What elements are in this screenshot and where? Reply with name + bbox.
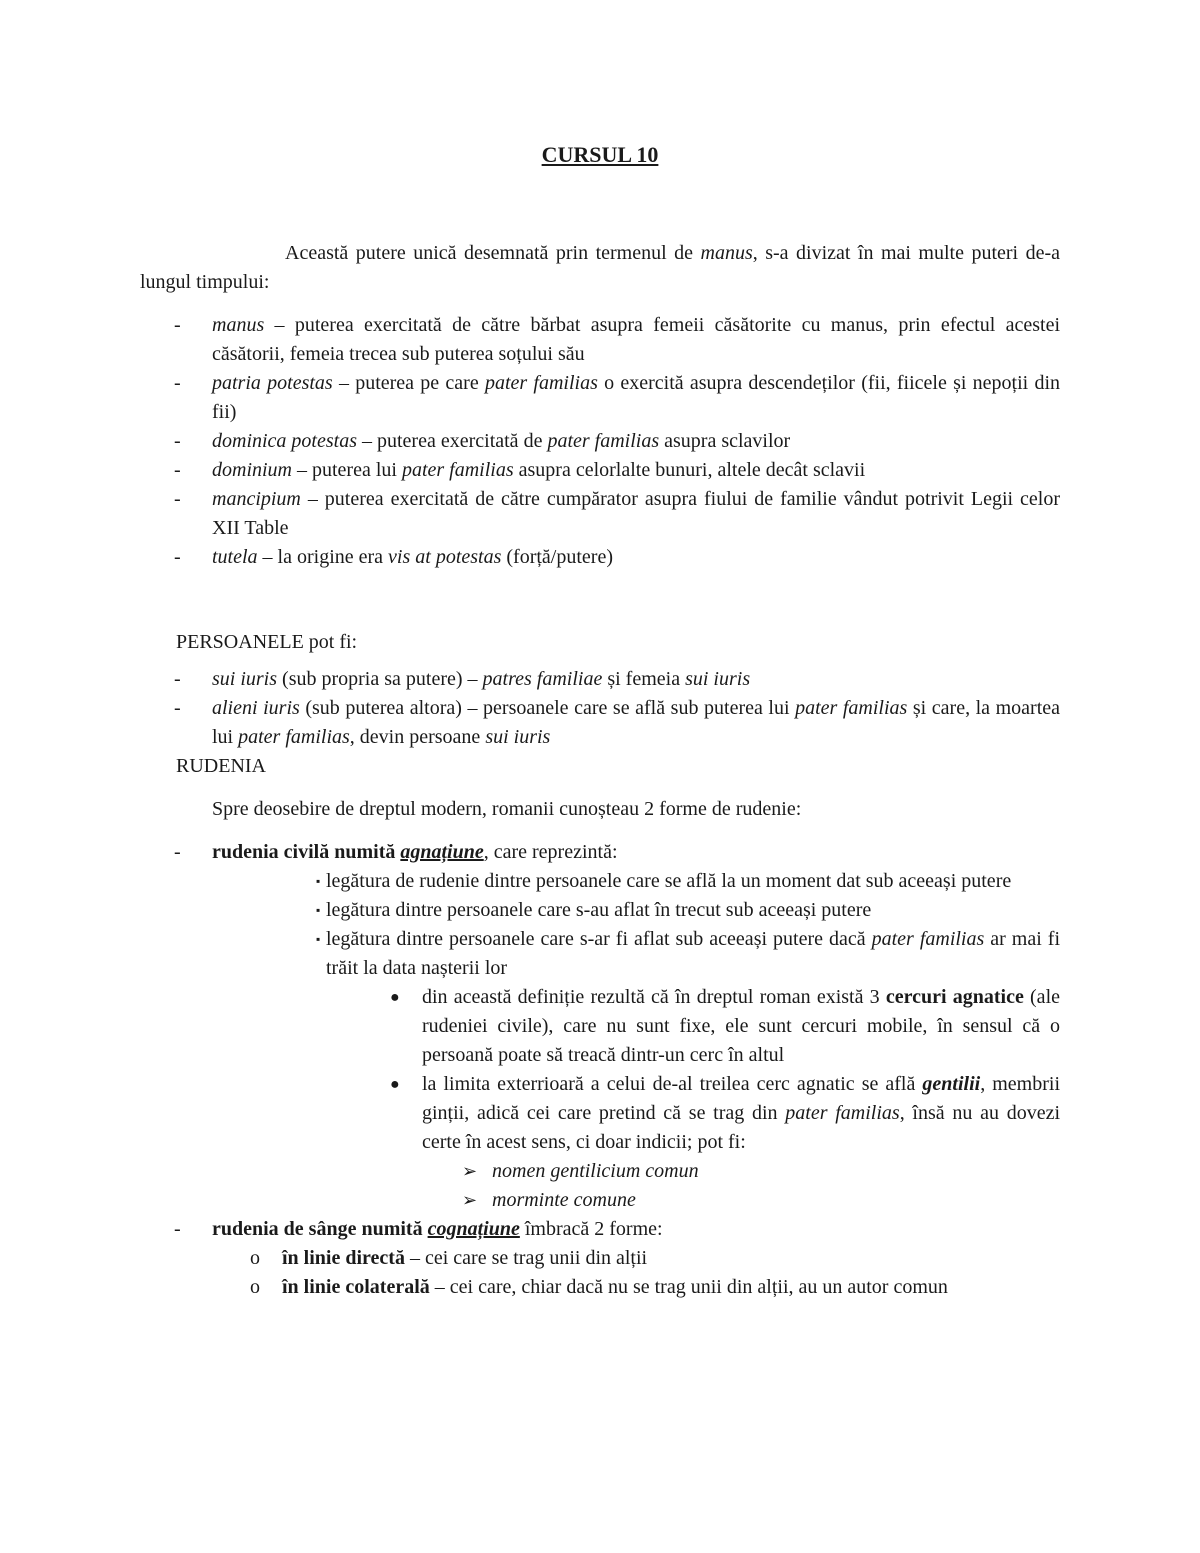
- square-bullet: ▪: [316, 903, 321, 917]
- dash-bullet: -: [174, 314, 181, 336]
- circle-bullet: o: [250, 1276, 260, 1298]
- list-item: [140, 456, 1060, 485]
- list-item: [140, 1244, 1060, 1273]
- term: pater familias: [547, 430, 660, 452]
- definition: , care reprezintă:: [483, 841, 618, 863]
- agnatiune-sublist: [140, 983, 1060, 1157]
- list-item: [140, 1186, 1060, 1215]
- term: mancipium: [212, 488, 301, 510]
- list-item: [140, 694, 1060, 752]
- item-text: legătura dintre persoanele care s-ar fi aflat sub aceeași putere dacă: [326, 928, 872, 950]
- item-text: , membrii ginții, adică cei care pretind că se trag din: [422, 1073, 1060, 1124]
- term: sui iuris: [685, 668, 751, 690]
- item-text: nomen gentilicium comun: [492, 1160, 699, 1182]
- term: pater familias: [795, 697, 908, 719]
- list-item: [140, 369, 1060, 427]
- square-bullet: ▪: [316, 932, 321, 946]
- definition: – puterea exercitată de către bărbat asupra femeii căsătorite cu manus, prin efectul acestei căsătorii, femeia trecea sub puterea soțului său: [212, 314, 1060, 365]
- dash-bullet: -: [174, 459, 181, 481]
- section-heading-rudenia: RUDENIA: [176, 755, 266, 777]
- term: sui iuris: [212, 668, 278, 690]
- list-item: [140, 983, 1060, 1070]
- definition: (sub propria sa putere) –: [277, 668, 483, 690]
- term: manus: [212, 314, 265, 336]
- rudenia-lead: Spre deosebire de dreptul modern, romanii cunoșteau 2 forme de rudenie:: [212, 798, 802, 820]
- definition: și care, la moartea lui: [212, 697, 1061, 748]
- gentilii-list: [140, 1157, 1060, 1215]
- intro-paragraph: [140, 239, 1060, 297]
- item-text: – cei care, chiar dacă nu se trag unii din alții, au un autor comun: [429, 1276, 948, 1298]
- list-item: [140, 867, 1060, 896]
- term: dominica potestas: [212, 430, 357, 452]
- definition: (forță/putere): [501, 546, 613, 568]
- list-item: [140, 838, 1060, 867]
- term: pater familias: [484, 372, 598, 394]
- term: tutela: [212, 546, 258, 568]
- definition: , devin persoane: [349, 726, 486, 748]
- arrow-bullet-icon: ➢: [462, 1190, 478, 1210]
- list-item: [140, 1215, 1060, 1244]
- spacer: [140, 572, 1060, 628]
- definition: o exercită asupra descendeților (fii, fiicele și nepoții din fii): [212, 372, 1061, 423]
- definition: îmbracă 2 forme:: [519, 1218, 663, 1240]
- circle-bullet: o: [250, 1247, 260, 1269]
- term: pater familias: [785, 1102, 900, 1124]
- dash-bullet: -: [174, 841, 181, 863]
- cognatiune-list: [140, 1244, 1060, 1302]
- item-text: , însă nu au dovezi certe în acest sens, ci doar indicii; pot fi:: [422, 1102, 1061, 1153]
- list-item: [140, 543, 1060, 572]
- arrow-bullet-icon: ➢: [462, 1161, 478, 1181]
- term: pater familias: [401, 459, 514, 481]
- persoane-list: [140, 665, 1060, 752]
- rudenia-list: [140, 838, 1060, 867]
- definition: asupra celorlalte bunuri, altele decât sclavii: [513, 459, 866, 481]
- term: sui iuris: [485, 726, 551, 748]
- term: agnațiune: [400, 841, 484, 863]
- bold-text: în linie colaterală: [282, 1276, 430, 1298]
- list-item: [140, 1273, 1060, 1302]
- section-heading-persoane: PERSOANELE pot fi:: [176, 631, 358, 653]
- powers-list: [140, 311, 1060, 572]
- intro-term-manus: manus: [700, 242, 753, 264]
- dash-bullet: -: [174, 697, 181, 719]
- dash-bullet: -: [174, 1218, 181, 1240]
- item-text: la limita exterrioară a celui de-al treilea cerc agnatic se află: [422, 1073, 923, 1095]
- list-item: [140, 665, 1060, 694]
- bold-text: cercuri agnatice: [885, 986, 1024, 1008]
- definition: – puterea lui: [292, 459, 402, 481]
- list-item: [140, 925, 1060, 983]
- list-item: [140, 427, 1060, 456]
- intro-text-1: Această putere unică desemnată prin termenul de: [285, 242, 701, 264]
- list-item: [140, 311, 1060, 369]
- page-title: CURSUL 10: [541, 142, 659, 167]
- term: patres familiae: [482, 668, 603, 690]
- square-bullet: ▪: [316, 874, 321, 888]
- list-item: [140, 1157, 1060, 1186]
- rudenia-sange-list: [140, 1215, 1060, 1244]
- definition: – puterea exercitată de către cumpărator asupra fiului de familie vândut potrivit Legii celor XII Table: [212, 488, 1060, 539]
- bold-text: în linie directă: [282, 1247, 405, 1269]
- definition: și femeia: [602, 668, 686, 690]
- dash-bullet: -: [174, 546, 181, 568]
- item-text: morminte comune: [492, 1189, 636, 1211]
- item-text: (ale rudeniei civile), care nu sunt fixe, ele sunt cercuri mobile, în sensul că o persoană poate să treacă dintr-un cerc în altul: [422, 986, 1060, 1066]
- term: cognațiune: [427, 1218, 520, 1240]
- list-item: [140, 485, 1060, 543]
- item-text: legătura dintre persoanele care s-au aflat în trecut sub aceeași putere: [326, 899, 872, 921]
- list-item: [140, 896, 1060, 925]
- term: vis at potestas: [388, 546, 502, 568]
- dash-bullet: -: [174, 668, 181, 690]
- item-text: ar mai fi trăit la data nașterii lor: [326, 928, 1061, 979]
- item-text: din această definiție rezultă că în dreptul roman există 3: [422, 986, 886, 1008]
- list-item: [140, 1070, 1060, 1157]
- definition: – puterea exercitată de: [357, 430, 548, 452]
- definition: – puterea pe care: [332, 372, 485, 394]
- term: alieni iuris: [212, 697, 300, 719]
- intro-text-2: , s-a divizat în mai multe puteri de-a lungul timpului:: [140, 242, 1061, 293]
- term: pater familias: [238, 726, 350, 748]
- agnatiune-list: [140, 867, 1060, 983]
- bold-text: rudenia de sânge numită: [212, 1218, 428, 1240]
- dot-bullet: ●: [390, 989, 400, 1006]
- item-text: – cei care se trag unii din alții: [404, 1247, 648, 1269]
- term: pater familias: [871, 928, 985, 950]
- definition: asupra sclavilor: [659, 430, 791, 452]
- definition: (sub puterea altora) – persoanele care se află sub puterea lui: [299, 697, 796, 719]
- term: patria potestas: [212, 372, 333, 394]
- dash-bullet: -: [174, 488, 181, 510]
- dash-bullet: -: [174, 430, 181, 452]
- bold-text: rudenia civilă numită: [212, 841, 401, 863]
- term: dominium: [212, 459, 292, 481]
- dash-bullet: -: [174, 372, 181, 394]
- definition: – la origine era: [257, 546, 389, 568]
- dot-bullet: ●: [390, 1076, 400, 1093]
- term: gentilii: [922, 1073, 981, 1095]
- document-page: [140, 140, 1060, 1302]
- item-text: legătura de rudenie dintre persoanele care se află la un moment dat sub aceeași putere: [326, 870, 1012, 892]
